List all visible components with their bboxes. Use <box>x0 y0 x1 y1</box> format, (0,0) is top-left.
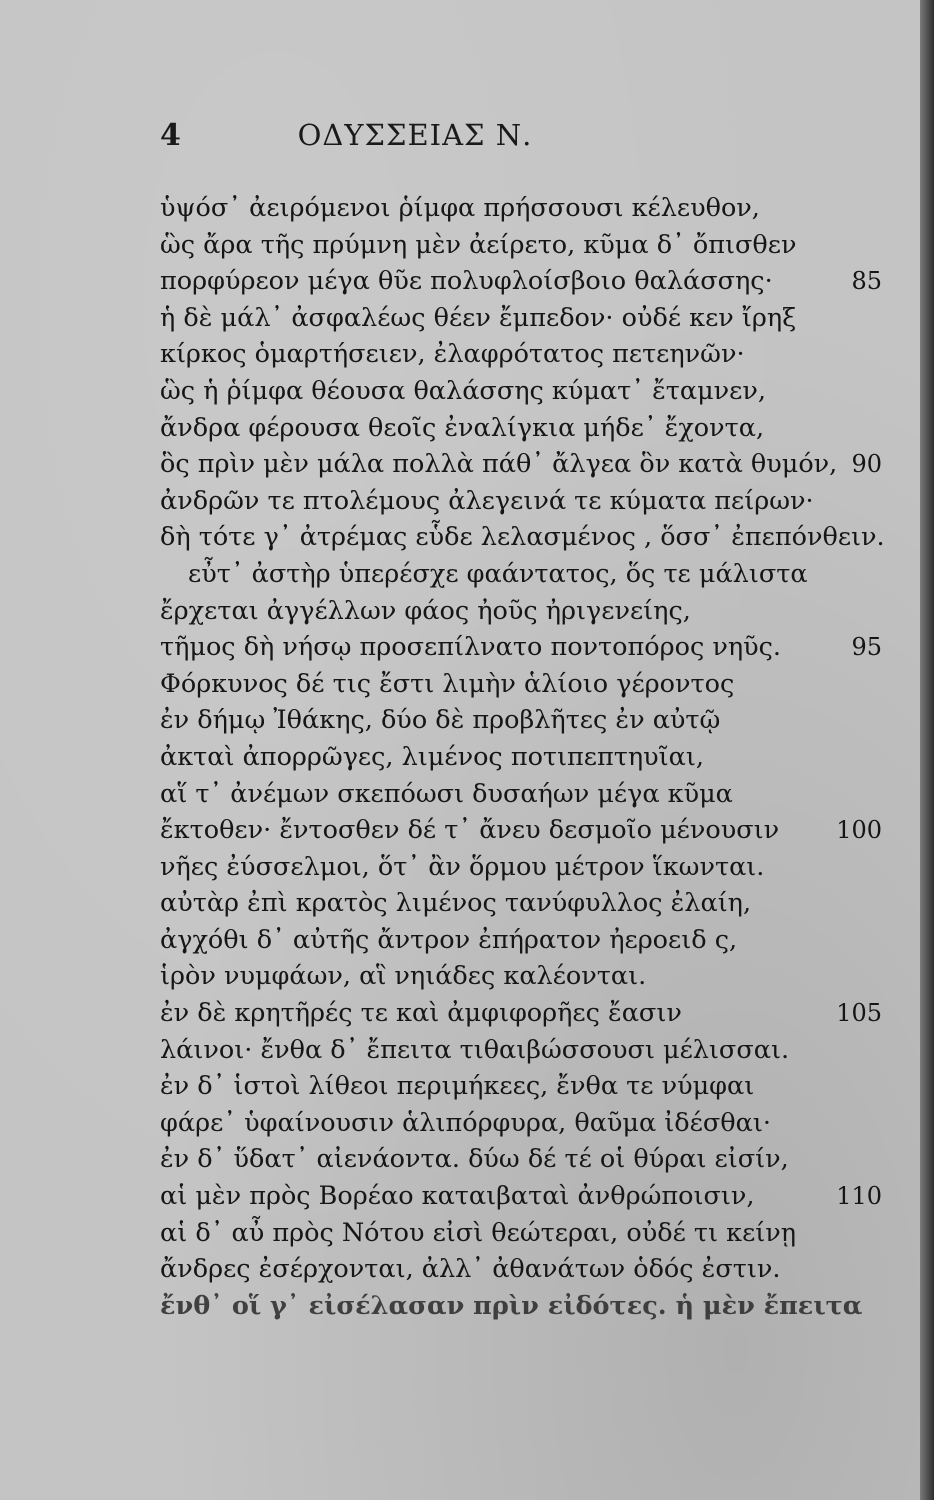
verse-text: ἐν δ᾿ ἱστοὶ λίθεοι περιμήκεες, ἔνθα τε νύμφαι <box>160 1071 755 1102</box>
page-edge-shadow <box>920 0 934 1500</box>
verse-line <box>160 885 900 922</box>
verse-text: ἐν δήμῳ Ἰθάκης, δύο δὲ προβλῆτες ἐν αὐτῷ <box>160 705 721 736</box>
verse-text: αἱ μὲν πρὸς Βορέαο καταιβαταὶ ἀνθρώποισιν, <box>160 1181 755 1212</box>
verse-line <box>160 1288 900 1325</box>
line-number: 90 <box>851 450 882 479</box>
verse-line <box>160 849 900 886</box>
verse-text: ἐν δὲ κρητῆρές τε καὶ ἀμφιφορῆες ἔασιν <box>160 998 682 1029</box>
verse-line <box>160 1178 900 1215</box>
verse-text: δὴ τότε γ᾿ ἀτρέμας εὗδε λελασμένος , ὅσσ᾿ ἐπεπόνθειν. <box>160 522 885 553</box>
verse-text: ἄνδρα φέρουσα θεοῖς ἐναλίγκια μήδε᾿ ἔχοντα, <box>160 412 765 443</box>
verse-text-block <box>160 190 900 1324</box>
verse-line <box>160 1105 900 1142</box>
verse-line <box>160 300 900 337</box>
verse-line <box>160 776 900 813</box>
verse-line <box>160 446 900 483</box>
verse-line <box>160 373 900 410</box>
verse-line <box>160 263 900 300</box>
verse-line <box>160 410 900 447</box>
verse-line <box>160 227 900 264</box>
line-number: 85 <box>851 267 882 296</box>
verse-text: ἀκταὶ ἀπορρῶγες, λιμένος ποτιπεπτηυῖαι, <box>160 741 704 772</box>
running-title: ΟΔΥΣΣΕΙΑΣ Ν. <box>297 118 533 152</box>
verse-text: φάρε᾿ ὑφαίνουσιν ἁλιπόρφυρα, θαῦμα ἰδέσθαι· <box>160 1107 771 1138</box>
verse-text: ἔκτοθεν· ἔντοσθεν δέ τ᾿ ἄνευ δεσμοῖο μένουσιν <box>160 815 780 846</box>
page-number: 4 <box>160 118 181 153</box>
line-number: 105 <box>836 999 882 1028</box>
verse-text: ἀγχόθι δ᾿ αὐτῆς ἄντρον ἐπήρατον ἠεροειδ ς, <box>160 924 738 955</box>
verse-text: ὃς πρὶν μὲν μάλα πολλὰ πάθ᾿ ἄλγεα ὃν κατὰ θυμόν, <box>160 449 838 480</box>
verse-text: εὖτ᾿ ἀστὴρ ὑπερέσχε φαάντατος, ὅς τε μάλιστα <box>188 558 808 589</box>
verse-line <box>160 1141 900 1178</box>
verse-text: ὣς ἡ ῥίμφα θέουσα θαλάσσης κύματ᾿ ἔταμνεν, <box>160 375 766 406</box>
line-number: 100 <box>836 816 882 845</box>
verse-line <box>160 1032 900 1069</box>
verse-text: ἔρχεται ἀγγέλλων φάος ἠοῦς ἠριγενείης, <box>160 595 691 626</box>
verse-text: ὑψόσ᾿ ἀειρόμενοι ῥίμφα πρήσσουσι κέλευθον, <box>160 193 760 223</box>
verse-text: ἱρὸν νυμφάων, αἳ νηιάδες καλέονται. <box>160 961 647 992</box>
verse-line <box>160 483 900 520</box>
line-number: 95 <box>851 633 882 662</box>
verse-line <box>160 995 900 1032</box>
verse-text: ἡ δὲ μάλ᾿ ἀσφαλέως θέεν ἔμπεδον· οὐδέ κεν ἴρηξ <box>160 302 797 333</box>
verse-line <box>160 702 900 739</box>
verse-line <box>160 190 900 227</box>
verse-text: ἐν δ᾿ ὕδατ᾿ αἰενάοντα. δύω δέ τέ οἱ θύραι εἰσίν, <box>160 1144 789 1175</box>
verse-text: αἵ τ᾿ ἀνέμων σκεπόωσι δυσαήων μέγα κῦμα <box>160 778 733 809</box>
verse-text: ὣς ἄρα τῆς πρύμνη μὲν ἀείρετο, κῦμα δ᾿ ὄπισθεν <box>160 229 797 260</box>
verse-text: αἱ δ᾿ αὖ πρὸς Νότου εἰσὶ θεώτεραι, οὐδέ τι κείνῃ <box>160 1217 797 1248</box>
verse-line <box>160 1068 900 1105</box>
verse-line <box>160 1215 900 1252</box>
verse-line <box>160 666 900 703</box>
verse-text: Φόρκυνος δέ τις ἔστι λιμὴν ἁλίοιο γέροντος <box>160 668 735 699</box>
verse-text: κίρκος ὁμαρτήσειεν, ἐλαφρότατος πετεηνῶν· <box>160 339 745 370</box>
verse-text: ἔνθ᾿ οἵ γ᾿ εἰσέλασαν πρὶν εἰδότες. ἡ μὲν ἔπειτα <box>160 1290 863 1321</box>
verse-text: ἀνδρῶν τε πτολέμους ἀλεγεινά τε κύματα πείρων· <box>160 485 814 516</box>
verse-line <box>160 519 900 556</box>
verse-line <box>160 1251 900 1288</box>
verse-line <box>160 336 900 373</box>
line-number: 110 <box>836 1182 882 1211</box>
verse-line <box>160 812 900 849</box>
verse-line <box>160 556 900 593</box>
verse-line <box>160 922 900 959</box>
verse-line <box>160 629 900 666</box>
verse-line <box>160 958 900 995</box>
verse-text: νῆες ἐύσσελμοι, ὅτ᾿ ἂν ὅρμου μέτρον ἵκωνται. <box>160 851 765 882</box>
verse-line <box>160 739 900 776</box>
verse-text: πορφύρεον μέγα θῦε πολυφλοίσβοιο θαλάσσης· <box>160 266 773 297</box>
verse-text: τῆμος δὴ νήσῳ προσεπίλνατο ποντοπόρος νηῦς. <box>160 632 782 663</box>
page-header <box>160 118 660 158</box>
verse-line <box>160 593 900 630</box>
verse-text: ἄνδρες ἐσέρχονται, ἀλλ᾿ ἀθανάτων ὁδός ἐστιν. <box>160 1254 781 1285</box>
verse-text: αὐτὰρ ἐπὶ κρατὸς λιμένος τανύφυλλος ἐλαίη, <box>160 888 752 919</box>
verse-text: λάινοι· ἔνθα δ᾿ ἔπειτα τιθαιβώσσουσι μέλισσαι. <box>160 1034 790 1065</box>
